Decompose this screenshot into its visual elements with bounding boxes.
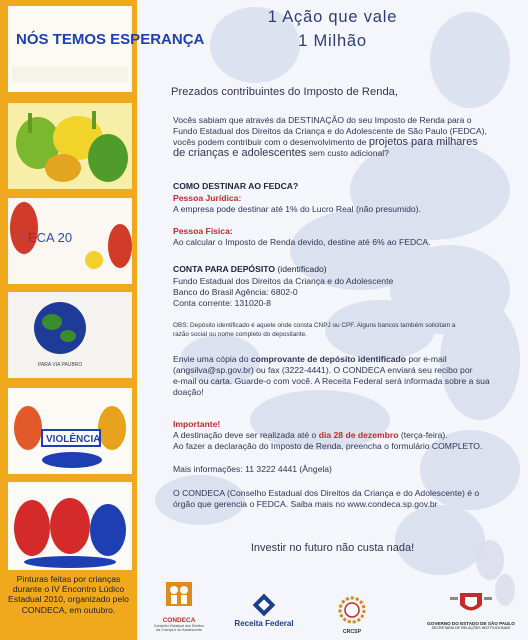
caption-line: Estadual 2010, organizado pelo	[8, 594, 129, 605]
intro-line: Fundo Estadual dos Direitos da Criança e do Adolescente de São Paulo (FEDCA),	[173, 126, 487, 136]
greeting: Prezados contribuintes do Imposto de Renda,	[171, 86, 398, 98]
caption-line: CONDECA, em outubro.	[21, 604, 116, 615]
deposit-title-main: CONTA PARA DEPÓSITO	[173, 264, 276, 274]
governo-sp-logo	[420, 590, 522, 636]
important-line	[173, 430, 517, 441]
send-line: (angsilva@sp.gov.br) ou fax (3222-4441). O CONDECA enviará seu recibo por	[173, 365, 473, 375]
send-text: por e-mail	[406, 354, 447, 364]
deposit-line: Fundo Estadual dos Direitos da Criança e do Adolescente	[173, 276, 394, 286]
deadline: dia 28 de dezembro	[318, 430, 399, 440]
deposit-obs	[173, 321, 517, 339]
intro-text: sem custo adicional?	[306, 148, 389, 158]
intro-highlight: de crianças e adolescentes	[173, 147, 307, 159]
contact-info: Mais informações: 11 3222 4441 (Ângela)	[173, 464, 332, 474]
important-paragraph	[173, 430, 517, 452]
headline-line2: 1 Milhão	[298, 32, 367, 50]
caption-line: Pinturas feitas por crianças	[16, 574, 121, 584]
children-painting-eca	[8, 198, 132, 284]
governo-sp-line2: SECRETARIA DE RELAÇÕES INSTITUCIONAIS	[431, 626, 511, 630]
deposit-line: Banco do Brasil Agência: 6802-0	[173, 287, 298, 297]
caption-line: durante o IV Encontro Lúdico	[12, 584, 125, 595]
deposit-title-suffix: (identificado)	[275, 264, 327, 274]
intro-highlight: projetos para milhares	[368, 136, 478, 148]
painting-text: PARA VIA PAUBRO	[38, 362, 83, 368]
important-text: A destinação deve ser realizada até o	[173, 430, 319, 440]
intro-paragraph	[173, 115, 517, 159]
receita-federal-emblem-icon	[230, 596, 298, 614]
sidebar-caption	[3, 574, 134, 615]
closing-line: O CONDECA (Conselho Estadual dos Direitos da Criança e do Adolescente) é o	[173, 488, 480, 498]
governo-sp-line1: GOVERNO DO ESTADO DE SÃO PAULO	[427, 621, 515, 626]
important-line: Ao fazer a declaração do Imposto de Renda, preencha o formulário COMPLETO.	[173, 441, 483, 451]
intro-line	[173, 148, 517, 159]
fisica-text: Ao calcular o Imposto de Renda devido, destine até 6% ao FEDCA.	[173, 237, 431, 247]
condeca-logo-name: CONDECA	[162, 617, 196, 624]
important-text: (terça-feira).	[398, 430, 448, 440]
closing-line: órgão que gerencia o FEDCA. Saiba mais no www.condeca.sp.gov.br	[173, 499, 438, 509]
send-line: e-mail ou carta. Guarde-o com você. A Receita Federal será informada sobre a sua	[173, 376, 490, 386]
send-line	[173, 354, 517, 365]
children-painting-handprints-green	[8, 103, 132, 189]
painting-text: VIOLÊNCIA	[46, 434, 101, 445]
condeca-emblem-icon	[150, 582, 208, 612]
deposit-title	[173, 264, 327, 274]
send-line: doação!	[173, 387, 204, 397]
juridica-text: A empresa pode destinar até 1% do Lucro Real (não presumido).	[173, 204, 421, 214]
receita-federal-name: Receita Federal	[234, 619, 294, 628]
send-highlight: comprovante de depósito identificado	[250, 354, 407, 364]
fisica-title: Pessoa Física:	[173, 226, 233, 236]
closing-paragraph	[173, 488, 517, 510]
crcsp-gear-icon	[333, 596, 371, 624]
children-painting-esperanca	[8, 6, 205, 92]
receita-federal-logo	[230, 596, 298, 632]
painting-text: NÓS TEMOS ESPERANÇA	[16, 31, 205, 48]
how-title: COMO DESTINAR AO FEDCA?	[173, 181, 299, 191]
send-paragraph	[173, 354, 517, 398]
headline-line1: 1 Ação que vale	[267, 8, 398, 26]
children-painting-handprints-red	[8, 482, 132, 570]
intro-line: Vocês sabiam que através da DESTINAÇÃO do seu Imposto de Renda para o	[173, 115, 472, 125]
obs-line: razão social ou nome completo do depositante.	[173, 331, 307, 338]
deposit-details	[173, 276, 517, 309]
intro-text: vocês podem contribuir com o desenvolvimento de	[173, 137, 369, 147]
main-content	[137, 0, 528, 640]
obs-line: OBS: Depósito identificado é aquele onde consta CNPJ ou CPF. Alguns bancos também solicitam a	[173, 322, 456, 329]
children-painting-violencia	[8, 388, 132, 474]
important-title: Importante!	[173, 419, 221, 429]
condeca-logo-sub: Conselho Estadual dos Direitos	[153, 624, 205, 628]
deposit-line: Conta corrente: 131020-8	[173, 298, 271, 308]
painting-text: ECA 20	[28, 230, 73, 245]
crcsp-name: CRCSP	[342, 629, 362, 635]
juridica-title: Pessoa Jurídica:	[173, 193, 242, 203]
condeca-logo-sub: da Criança e do Adolescente	[156, 628, 202, 632]
sao-paulo-coat-of-arms-icon	[420, 590, 522, 616]
send-text: Envie uma cópia do	[173, 354, 251, 364]
condeca-logo	[150, 582, 208, 636]
children-painting-globe	[8, 292, 132, 378]
tagline: Investir no futuro não custa nada!	[250, 542, 415, 554]
crcsp-logo	[333, 596, 371, 634]
